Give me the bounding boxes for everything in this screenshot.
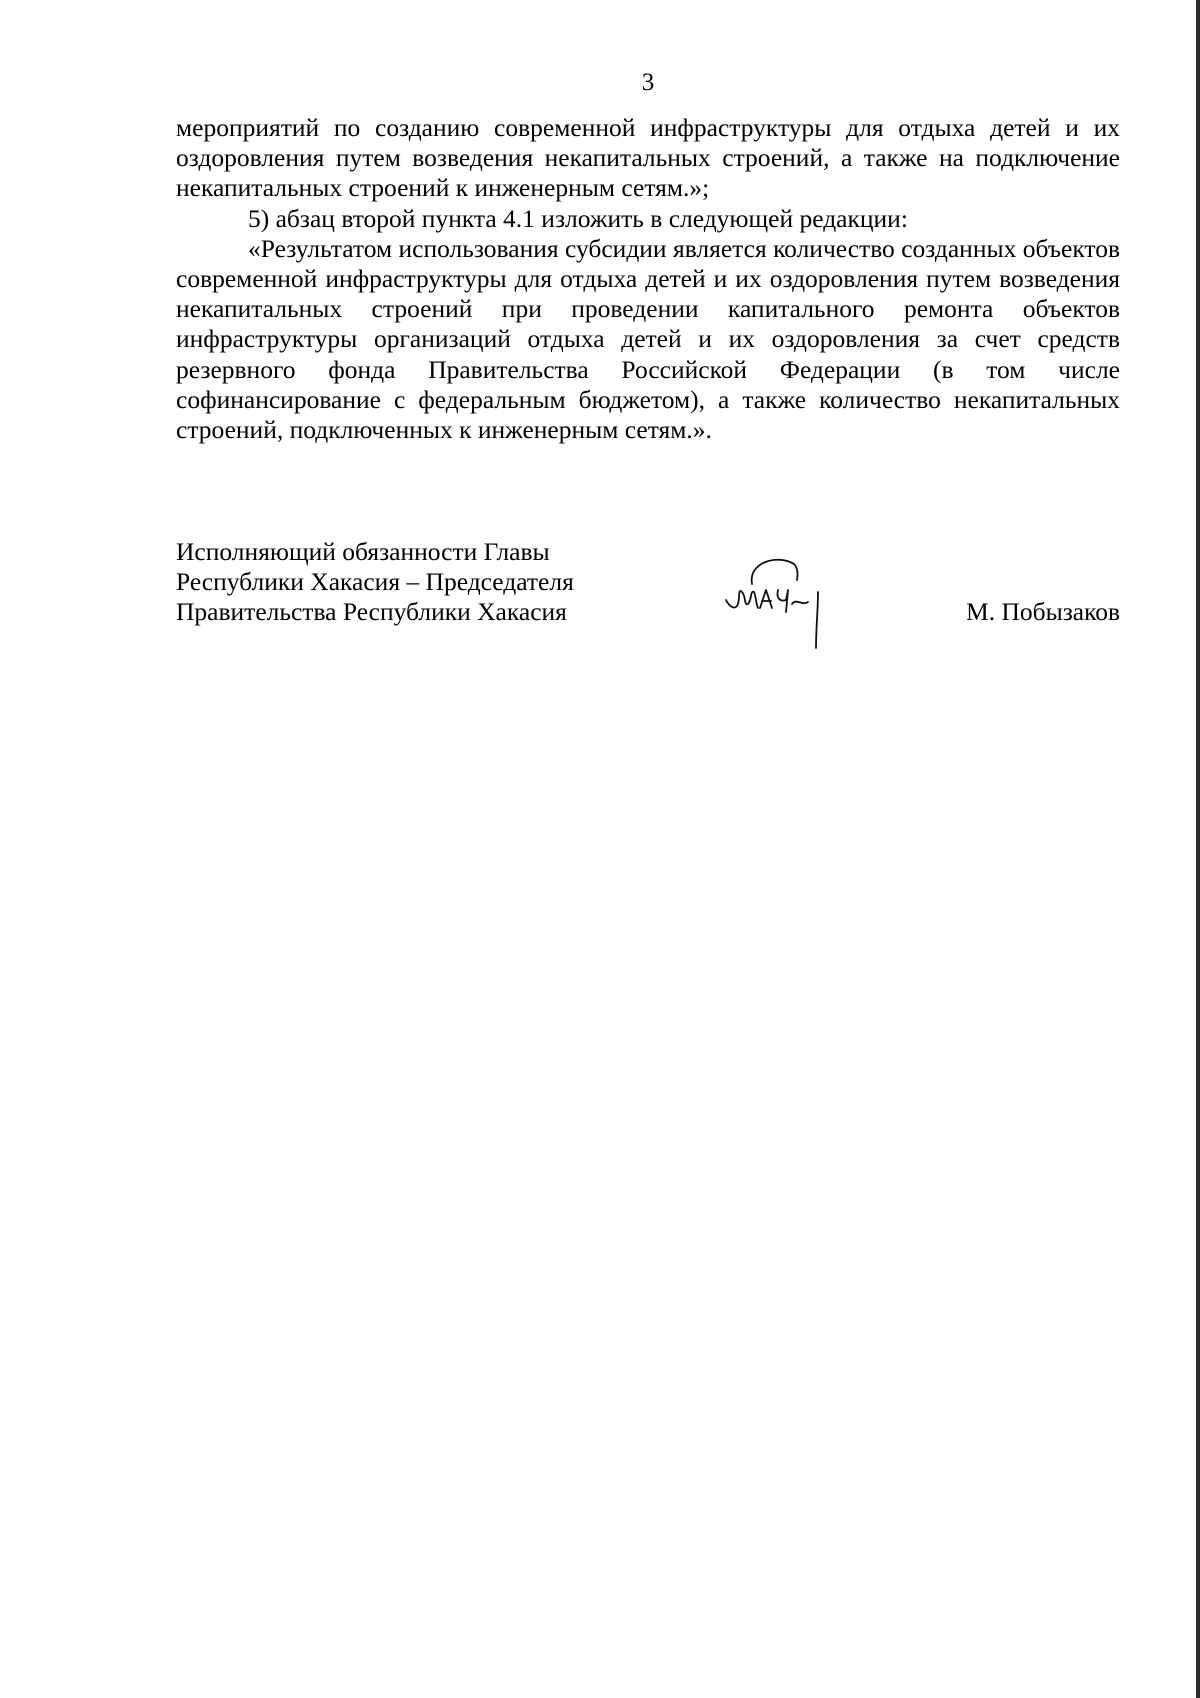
paragraph-amendment-item: 5) абзац второй пункта 4.1 изложить в следующей редакции:: [248, 203, 908, 233]
page-number: 3: [641, 69, 655, 96]
scan-edge-border: [1196, 0, 1200, 1698]
paragraph-continuation: мероприятий по созданию современной инфраструктуры для отдыха детей и их оздоровления путем возведения некапитальных строений, а также на подключение некапитальных строений к инженерным сетям.»;: [176, 113, 1120, 203]
signer-name: М. Побызаков: [966, 597, 1120, 626]
document-body: [176, 113, 1120, 445]
paragraph-new-wording: «Результатом использования субсидии является количество созданных объектов современной инфраструктуры для отдыха детей и их оздоровления путем возведения некапитальных строений при проведении капитального ремонта объектов инфраструктуры организаций отдыха детей и их оздоровления за счет средств резервного фонда Правительства Российской Федерации (в том числе софинансирование с федеральным бюджетом), а также количество некапитальных строений, подключенных к инженерным сетям.».: [176, 233, 1120, 445]
signatory-title-line: Республики Хакасия – Председателя: [176, 567, 574, 597]
signatory-title: [176, 537, 574, 628]
handwritten-signature-icon: [722, 552, 842, 662]
signatory-title-line: Правительства Республики Хакасия: [176, 597, 567, 627]
signatory-title-line: Исполняющий обязанности Главы: [176, 537, 550, 566]
